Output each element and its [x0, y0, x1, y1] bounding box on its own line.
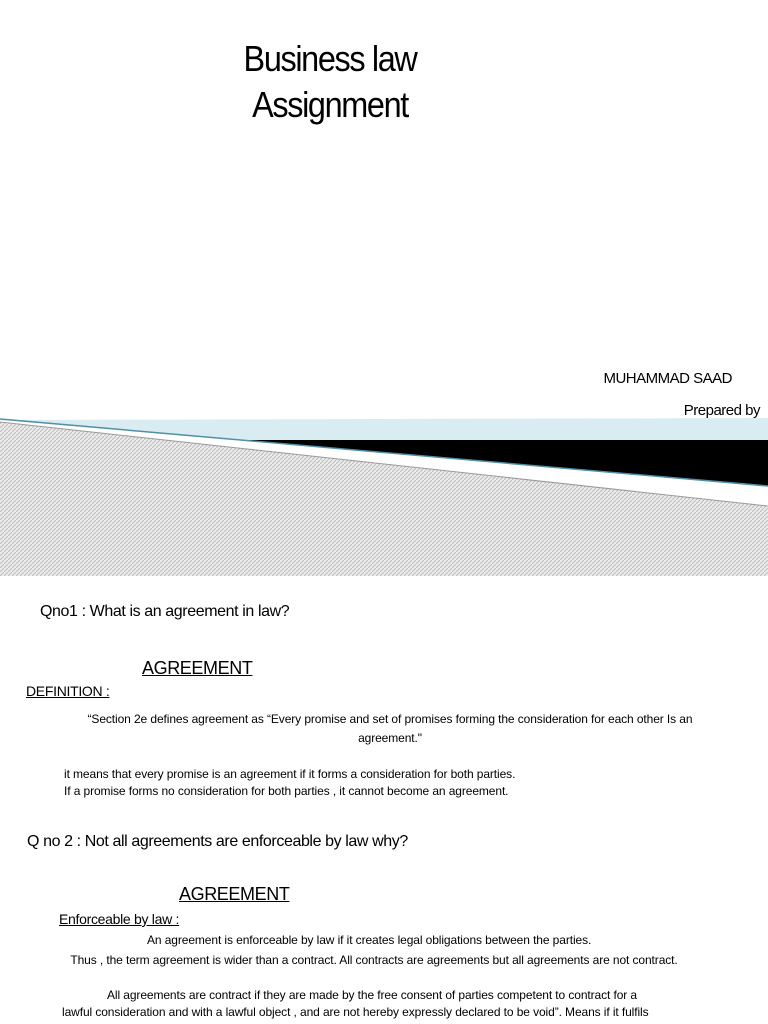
definition-quote: “Section 2e defines agreement as “Every promise and set of promises forming the consideration for each other Is an agreement.": [87, 712, 693, 745]
title-line-2: Assignment: [252, 84, 408, 125]
content-page: [0, 576, 768, 1024]
slide-title: [204, 36, 456, 128]
title-line-1: Business law: [243, 38, 417, 79]
definition-label: DEFINITION :: [26, 683, 110, 699]
question-2: Q no 2 : Not all agreements are enforceable by law why?: [27, 833, 408, 850]
paragraph-2-line-2: Thus , the term agreement is wider than a contract. All contracts are agreements but all agreements are not contract.: [70, 953, 678, 967]
heading-agreement-1: AGREEMENT: [142, 658, 253, 678]
paragraph-1-line-2: If a promise forms no consideration for both parties , it cannot become an agreement.: [64, 784, 509, 798]
paragraph-1-line-1: it means that every promise is an agreement if it forms a consideration for both parties.: [64, 767, 516, 781]
author-name: MUHAMMAD SAAD: [603, 370, 732, 387]
heading-agreement-2: AGREEMENT: [179, 884, 290, 904]
prepared-by-label: Prepared by: [683, 402, 760, 419]
paragraph-2-line-1: An agreement is enforceable by law if it creates legal obligations between the parties.: [147, 933, 592, 947]
paragraph-3-line-1: All agreements are contract if they are made by the free consent of parties competent to contract for a: [107, 988, 637, 1002]
enforceable-label: Enforceable by law :: [59, 911, 180, 927]
decorative-bands: [0, 400, 768, 576]
paragraph-3-line-2: lawful consideration and with a lawful object , and are not hereby expressly declared to be void”. Means if it fulfils: [62, 1005, 649, 1019]
question-1: Qno1 : What is an agreement in law?: [40, 603, 290, 620]
